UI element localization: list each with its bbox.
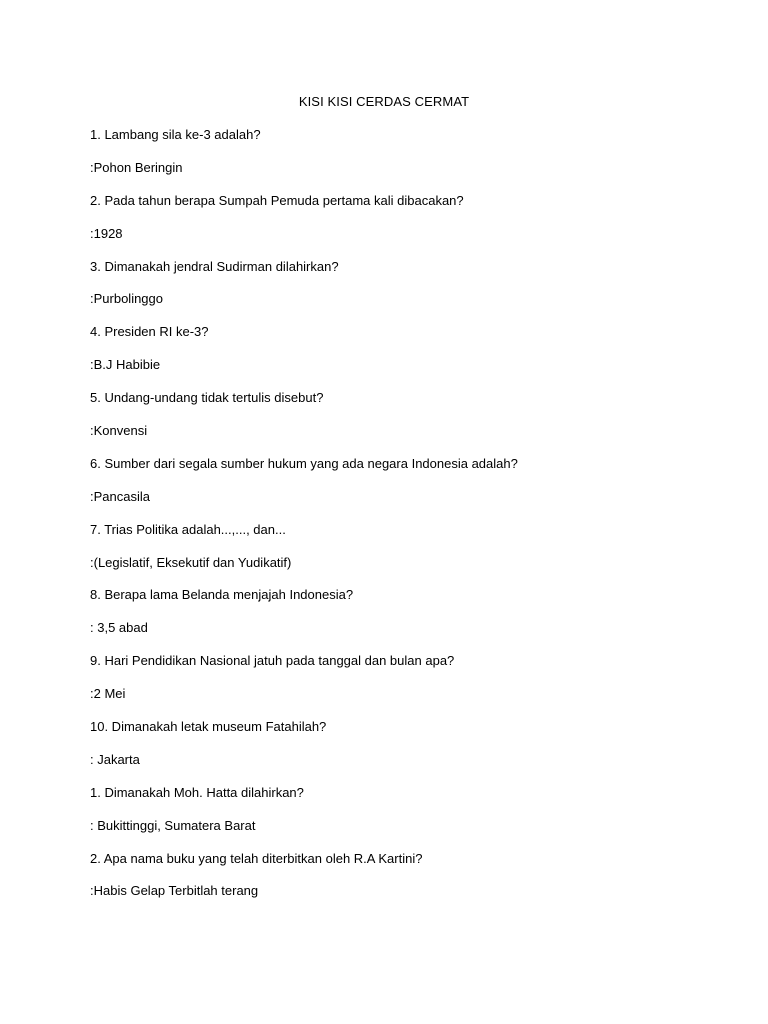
answer-line: :Habis Gelap Terbitlah terang xyxy=(90,883,259,899)
answer-line: :2 Mei xyxy=(90,686,126,702)
question-line: 2. Apa nama buku yang telah diterbitkan oleh R.A Kartini? xyxy=(90,850,423,866)
answer-line: :(Legislatif, Eksekutif dan Yudikatif) xyxy=(90,554,292,570)
question-line: 7. Trias Politika adalah...,..., dan... xyxy=(90,521,286,537)
question-line: 2. Pada tahun berapa Sumpah Pemuda pertama kali dibacakan? xyxy=(90,192,464,208)
answer-line: :Konvensi xyxy=(90,423,148,439)
question-line: 10. Dimanakah letak museum Fatahilah? xyxy=(90,719,327,735)
answer-line: : 3,5 abad xyxy=(90,620,148,636)
question-line: 9. Hari Pendidikan Nasional jatuh pada tanggal dan bulan apa? xyxy=(90,653,455,669)
question-line: 4. Presiden RI ke-3? xyxy=(90,324,209,340)
question-line: 5. Undang-undang tidak tertulis disebut? xyxy=(90,390,324,406)
question-line: 1. Lambang sila ke-3 adalah? xyxy=(90,127,261,142)
question-line: 6. Sumber dari segala sumber hukum yang ada negara Indonesia adalah? xyxy=(90,455,518,471)
answer-line: :Pohon Beringin xyxy=(90,159,183,175)
answer-line: : Jakarta xyxy=(90,751,140,767)
answer-line: :Purbolinggo xyxy=(90,291,163,307)
qa-list xyxy=(90,126,518,915)
question-line: 1. Dimanakah Moh. Hatta dilahirkan? xyxy=(90,784,304,800)
question-line: 8. Berapa lama Belanda menjajah Indonesia? xyxy=(90,587,354,603)
question-line: 3. Dimanakah jendral Sudirman dilahirkan? xyxy=(90,258,339,274)
answer-line: :1928 xyxy=(90,225,123,241)
answer-line: :Pancasila xyxy=(90,488,150,504)
document-title: KISI KISI CERDAS CERMAT xyxy=(298,94,470,109)
answer-line: : Bukittinggi, Sumatera Barat xyxy=(90,817,256,833)
answer-line: :B.J Habibie xyxy=(90,357,161,373)
